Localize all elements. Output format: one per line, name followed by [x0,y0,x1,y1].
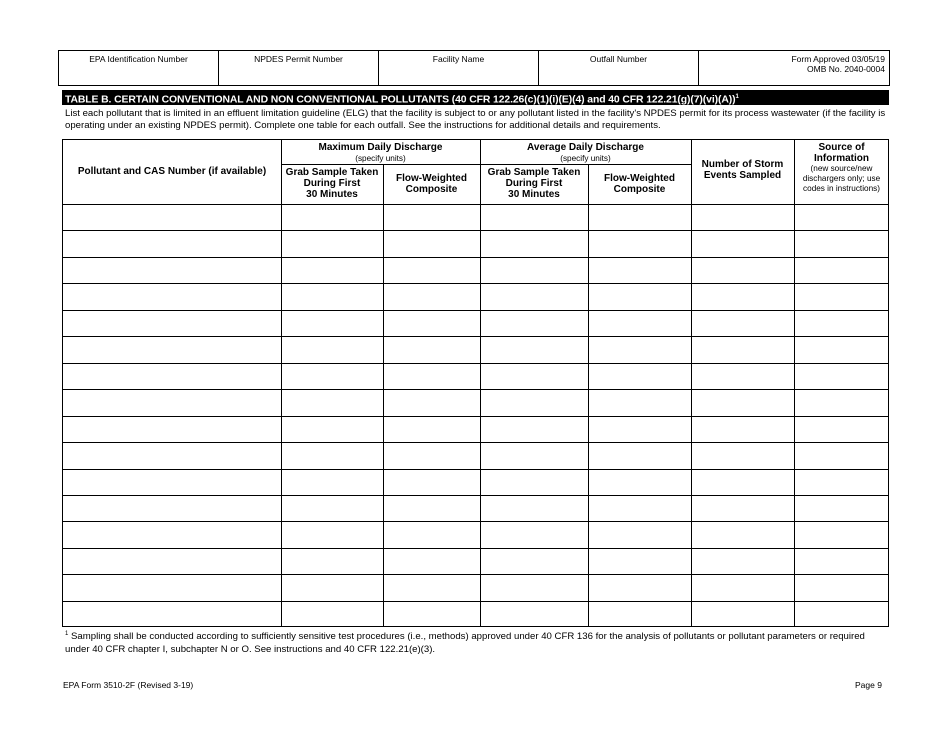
source-line2: Information [814,153,869,164]
row-8-max-flow-input[interactable] [384,390,480,414]
row-9-max-flow-input[interactable] [384,417,480,441]
row-7-avg-grab-input[interactable] [481,364,588,388]
row-16-pollutant-input[interactable] [64,602,281,626]
row-12-avg-grab-input[interactable] [481,496,588,520]
footnote-text: Sampling shall be conducted according to sufficiently sensitive test procedures (i.e., methods) approved under 40 CFR 136 for the analysis of pollutants or pollutant parameters or required under 40 CFR chapter I, subchapter N or O. See instructions and 40 CFR 122.21(e)(3). [65,631,865,656]
row-12-max-flow-input[interactable] [384,496,480,520]
footnote-marker: 1 [65,631,69,637]
row-13-avg-grab-input[interactable] [481,522,588,546]
row-6-avg-grab-input[interactable] [481,337,588,361]
row-8-source-input[interactable] [795,390,889,414]
row-13-avg-flow-input[interactable] [589,522,691,546]
row-5-storm-events-input[interactable] [692,311,794,335]
row-10-source-input[interactable] [795,443,889,467]
header-id-table [58,50,890,86]
row-12-storm-events-input[interactable] [692,496,794,520]
row-11-storm-events-input[interactable] [692,470,794,494]
row-1-storm-events-input[interactable] [692,205,794,229]
source-note: (new source/new dischargers only; use codes in instructions) [802,164,881,193]
source-info-header [794,142,889,194]
row-16-avg-flow-input[interactable] [589,602,691,626]
row-5-max-flow-input[interactable] [384,311,480,335]
avg-daily-units: (specify units) [560,154,611,163]
row-8-storm-events-input[interactable] [692,390,794,414]
row-1-max-grab-input[interactable] [282,205,383,229]
row-4-max-grab-input[interactable] [282,284,383,308]
row-2-avg-grab-input[interactable] [481,231,588,255]
row-1-pollutant-input[interactable] [64,205,281,229]
facility-name-input[interactable] [382,67,535,83]
row-2-avg-flow-input[interactable] [589,231,691,255]
page-number: Page 9 [855,680,882,690]
row-2-pollutant-input[interactable] [64,231,281,255]
row-3-pollutant-input[interactable] [64,258,281,282]
row-2-max-flow-input[interactable] [384,231,480,255]
col-pollutant-header: Pollutant and CAS Number (if available) [77,166,267,177]
max-daily-title: Maximum Daily Discharge [318,142,443,153]
row-15-pollutant-input[interactable] [64,575,281,599]
row-11-source-input[interactable] [795,470,889,494]
outfall-number-label: Outfall Number [589,54,648,64]
row-16-storm-events-input[interactable] [692,602,794,626]
npdes-permit-cell [219,51,379,85]
row-14-max-grab-input[interactable] [282,549,383,573]
row-8-pollutant-input[interactable] [64,390,281,414]
row-5-source-input[interactable] [795,311,889,335]
row-16-avg-grab-input[interactable] [481,602,588,626]
row-13-max-grab-input[interactable] [282,522,383,546]
row-7-avg-flow-input[interactable] [589,364,691,388]
row-11-pollutant-input[interactable] [64,470,281,494]
pollutant-table [62,139,889,627]
row-6-max-grab-input[interactable] [282,337,383,361]
row-3-max-flow-input[interactable] [384,258,480,282]
table-title: TABLE B. CERTAIN CONVENTIONAL AND NON CONVENTIONAL POLLUTANTS (40 CFR 122.26(c)(1)(i)(E)(4) and 40 CFR 122.21(g)(7)(vi)(A)) [65,94,736,105]
title-footnote-marker: 1 [735,94,739,100]
row-3-avg-flow-input[interactable] [589,258,691,282]
table-title-bar [62,90,889,105]
row-12-pollutant-input[interactable] [64,496,281,520]
row-10-avg-flow-input[interactable] [589,443,691,467]
row-5-pollutant-input[interactable] [64,311,281,335]
row-10-max-flow-input[interactable] [384,443,480,467]
row-14-max-flow-input[interactable] [384,549,480,573]
row-6-source-input[interactable] [795,337,889,361]
row-10-avg-grab-input[interactable] [481,443,588,467]
row-11-max-grab-input[interactable] [282,470,383,494]
row-6-storm-events-input[interactable] [692,337,794,361]
row-13-storm-events-input[interactable] [692,522,794,546]
max-grab-line1: Grab Sample Taken [285,167,379,178]
facility-name-cell [379,51,539,85]
npdes-permit-input[interactable] [222,67,375,83]
form-approved-date: Form Approved 03/05/19 [791,54,885,64]
row-3-avg-grab-input[interactable] [481,258,588,282]
row-8-avg-flow-input[interactable] [589,390,691,414]
max-daily-header [281,142,480,164]
row-16-max-flow-input[interactable] [384,602,480,626]
avg-flow-line2: Composite [613,184,666,195]
max-grab-header [281,167,383,200]
row-7-pollutant-input[interactable] [64,364,281,388]
max-daily-units: (specify units) [355,154,406,163]
row-2-max-grab-input[interactable] [282,231,383,255]
epa-id-cell [59,51,219,85]
form-id: EPA Form 3510-2F (Revised 3-19) [63,680,194,690]
table-instructions: List each pollutant that is limited in an effluent limitation guideline (ELG) that the facility is subject to or any pollutant listed in the facility's NPDES permit for its process wastewater (if the facility is operating under an existing NPDES permit). Complete one table for each outfall. See the instructions for additional details and requirements. [65,108,886,131]
row-15-source-input[interactable] [795,575,889,599]
storm-line2: Events Sampled [703,170,782,181]
max-grab-line3: 30 Minutes [306,189,358,200]
row-14-avg-flow-input[interactable] [589,549,691,573]
outfall-number-input[interactable] [542,67,695,83]
row-7-source-input[interactable] [795,364,889,388]
epa-id-input[interactable] [62,67,215,83]
epa-id-label: EPA Identification Number [89,54,188,64]
avg-daily-header [480,142,691,164]
row-11-avg-flow-input[interactable] [589,470,691,494]
row-11-max-flow-input[interactable] [384,470,480,494]
row-8-max-grab-input[interactable] [282,390,383,414]
row-13-pollutant-input[interactable] [64,522,281,546]
storm-events-header [691,159,794,181]
row-9-avg-grab-input[interactable] [481,417,588,441]
form-approval-block [791,54,885,74]
max-grab-line2: During First [303,178,361,189]
avg-grab-header [480,167,588,200]
row-12-max-grab-input[interactable] [282,496,383,520]
row-14-avg-grab-input[interactable] [481,549,588,573]
row-14-storm-events-input[interactable] [692,549,794,573]
outfall-number-cell [539,51,699,85]
row-3-storm-events-input[interactable] [692,258,794,282]
max-flow-header [383,173,480,195]
row-6-max-flow-input[interactable] [384,337,480,361]
row-13-max-flow-input[interactable] [384,522,480,546]
row-10-pollutant-input[interactable] [64,443,281,467]
row-4-storm-events-input[interactable] [692,284,794,308]
row-7-max-flow-input[interactable] [384,364,480,388]
npdes-permit-label: NPDES Permit Number [254,54,343,64]
row-4-pollutant-input[interactable] [64,284,281,308]
row-13-source-input[interactable] [795,522,889,546]
avg-grab-line3: 30 Minutes [508,189,560,200]
avg-flow-header [588,173,691,195]
avg-grab-line2: During First [505,178,563,189]
row-9-storm-events-input[interactable] [692,417,794,441]
row-15-max-flow-input[interactable] [384,575,480,599]
row-15-avg-grab-input[interactable] [481,575,588,599]
row-5-max-grab-input[interactable] [282,311,383,335]
row-9-source-input[interactable] [795,417,889,441]
row-16-max-grab-input[interactable] [282,602,383,626]
row-1-avg-flow-input[interactable] [589,205,691,229]
row-14-source-input[interactable] [795,549,889,573]
row-4-avg-grab-input[interactable] [481,284,588,308]
omb-number: OMB No. 2040-0004 [807,64,885,74]
row-10-max-grab-input[interactable] [282,443,383,467]
max-flow-line2: Composite [405,184,458,195]
row-15-max-grab-input[interactable] [282,575,383,599]
row-12-source-input[interactable] [795,496,889,520]
row-5-avg-flow-input[interactable] [589,311,691,335]
row-11-avg-grab-input[interactable] [481,470,588,494]
row-1-max-flow-input[interactable] [384,205,480,229]
row-2-source-input[interactable] [795,231,889,255]
row-12-avg-flow-input[interactable] [589,496,691,520]
row-3-max-grab-input[interactable] [282,258,383,282]
facility-name-label: Facility Name [432,54,485,64]
row-9-avg-flow-input[interactable] [589,417,691,441]
avg-flow-line1: Flow-Weighted [604,173,675,184]
row-3-source-input[interactable] [795,258,889,282]
row-9-max-grab-input[interactable] [282,417,383,441]
row-4-max-flow-input[interactable] [384,284,480,308]
row-6-pollutant-input[interactable] [64,337,281,361]
row-6-avg-flow-input[interactable] [589,337,691,361]
source-line1: Source of [818,142,865,153]
row-9-pollutant-input[interactable] [64,417,281,441]
avg-grab-line1: Grab Sample Taken [487,167,581,178]
row-2-storm-events-input[interactable] [692,231,794,255]
row-16-source-input[interactable] [795,602,889,626]
row-7-storm-events-input[interactable] [692,364,794,388]
footnote [65,628,865,656]
max-flow-line1: Flow-Weighted [396,173,467,184]
storm-line1: Number of Storm [701,159,784,170]
row-14-pollutant-input[interactable] [64,549,281,573]
row-10-storm-events-input[interactable] [692,443,794,467]
row-4-avg-flow-input[interactable] [589,284,691,308]
row-15-avg-flow-input[interactable] [589,575,691,599]
row-15-storm-events-input[interactable] [692,575,794,599]
row-8-avg-grab-input[interactable] [481,390,588,414]
row-4-source-input[interactable] [795,284,889,308]
row-1-source-input[interactable] [795,205,889,229]
row-1-avg-grab-input[interactable] [481,205,588,229]
avg-daily-title: Average Daily Discharge [527,142,644,153]
row-7-max-grab-input[interactable] [282,364,383,388]
row-5-avg-grab-input[interactable] [481,311,588,335]
